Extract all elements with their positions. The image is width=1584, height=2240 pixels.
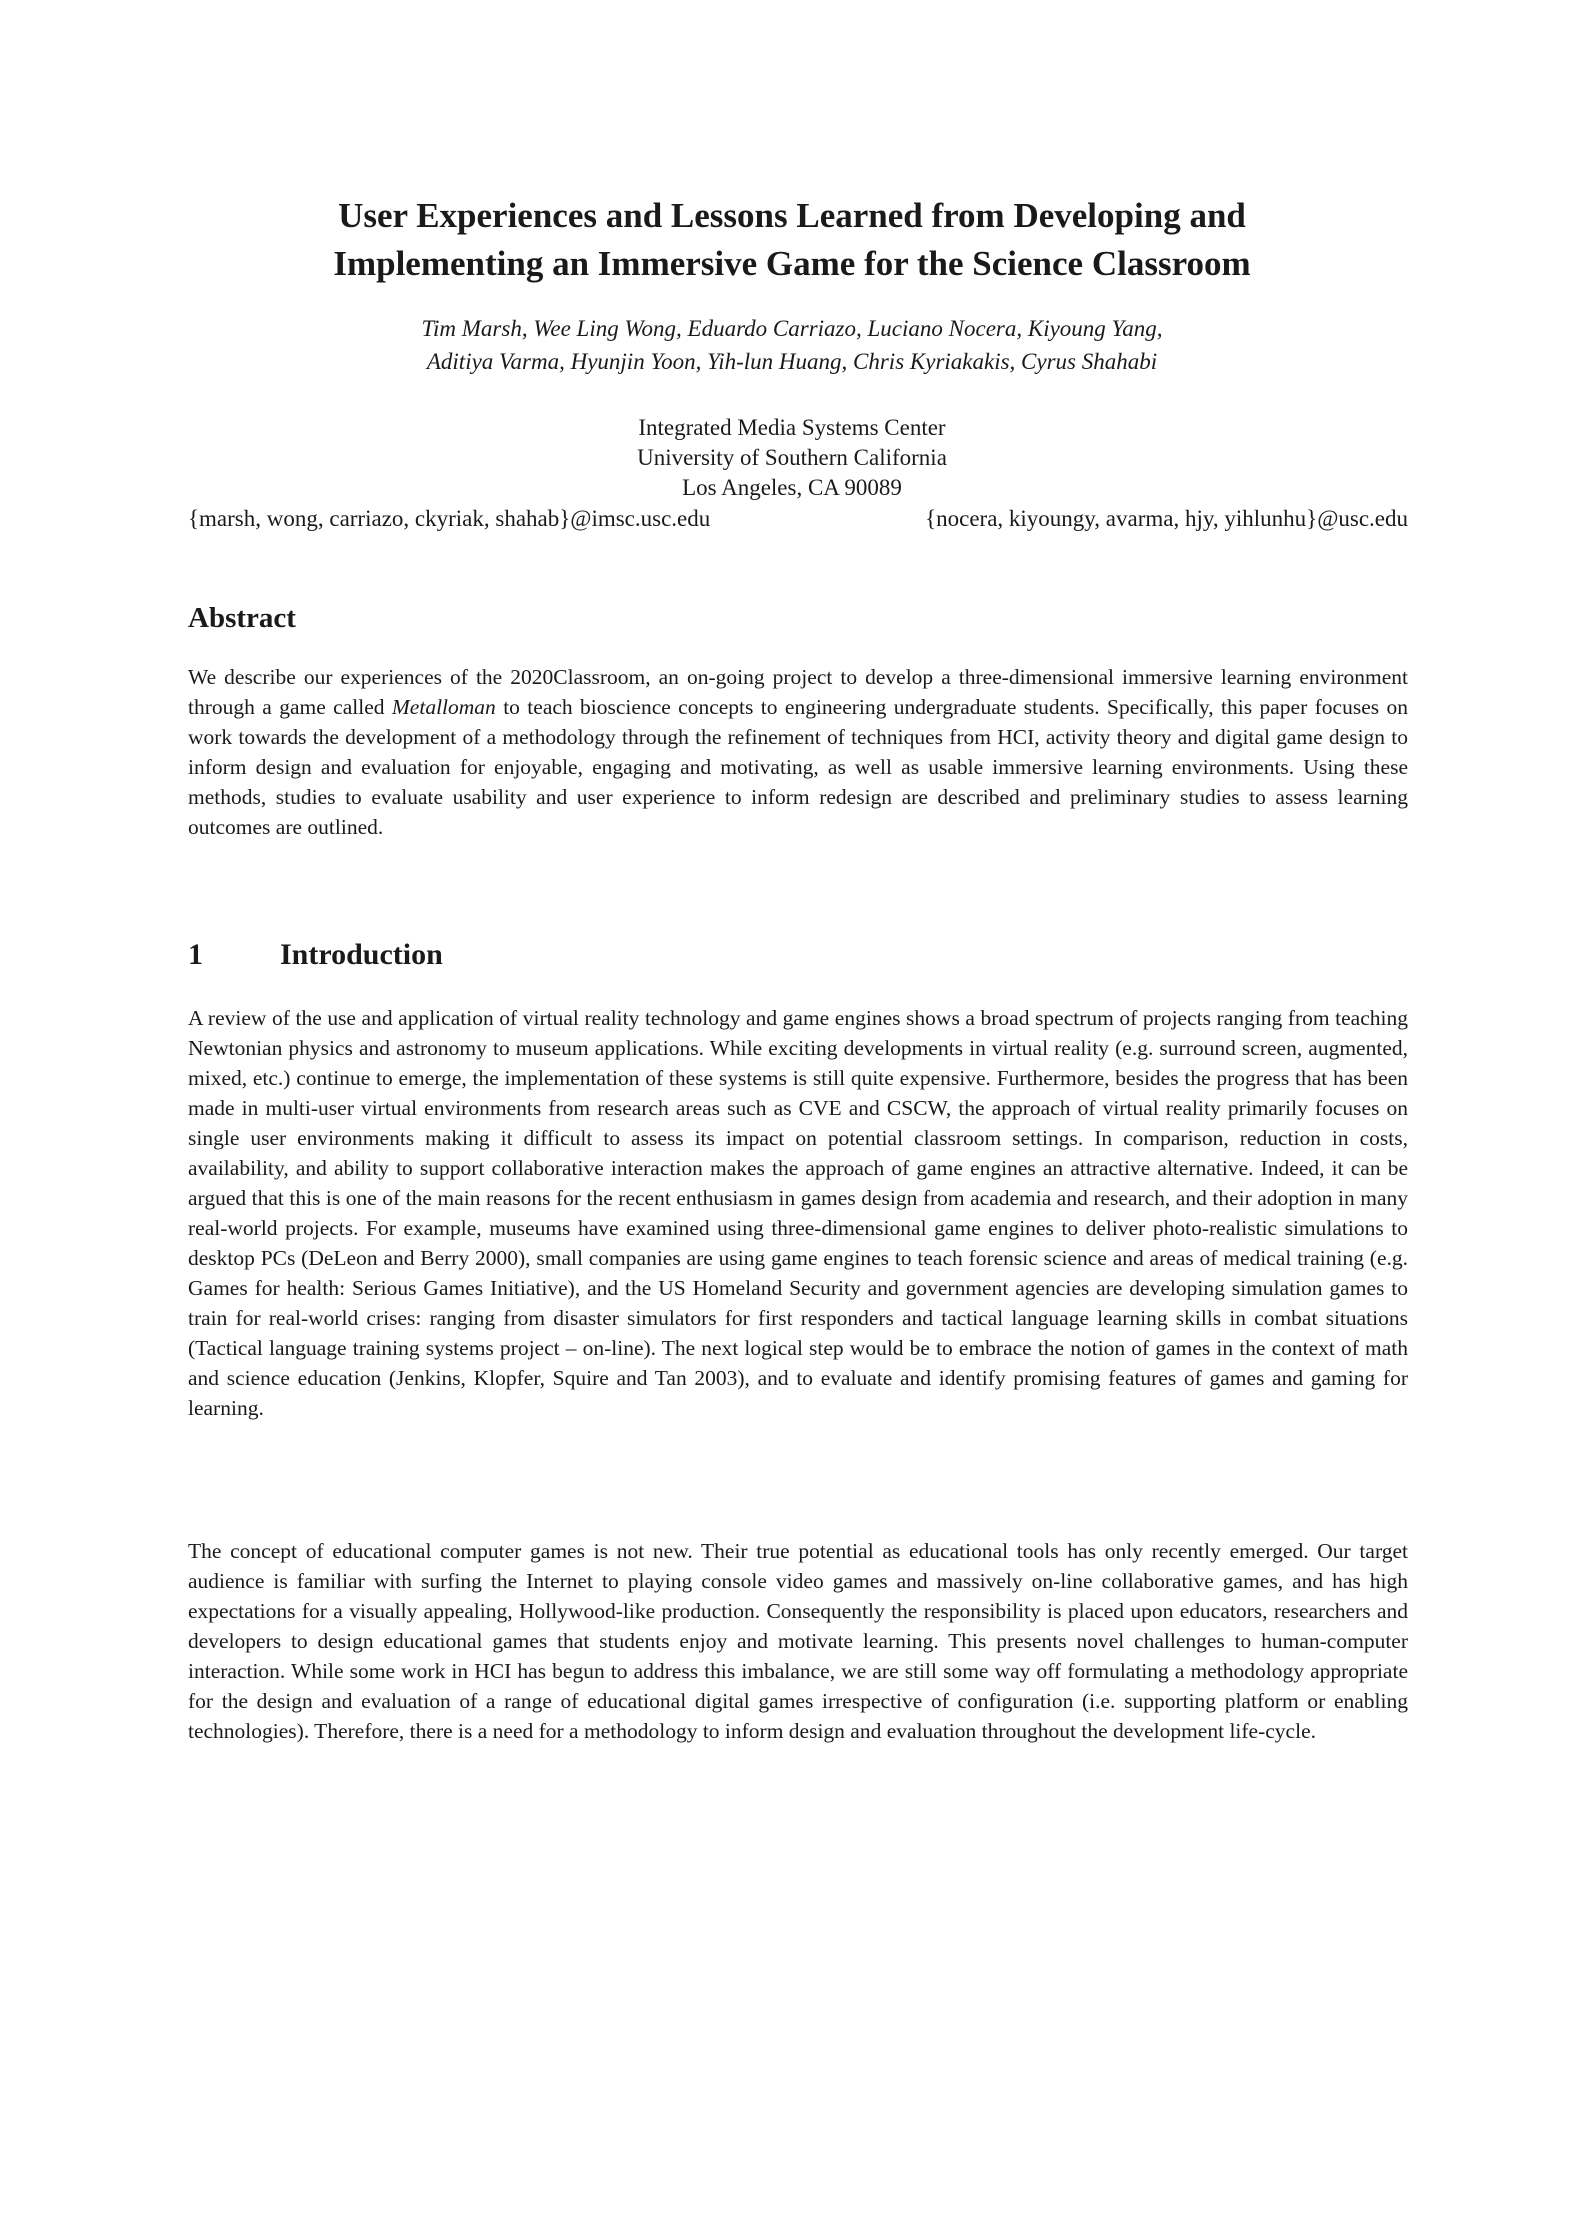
email-addresses — [188, 504, 1408, 534]
introduction-heading — [188, 936, 443, 974]
affiliation-line-3: Los Angeles, CA 90089 — [682, 475, 902, 500]
affiliation-line-2: University of Southern California — [637, 445, 947, 470]
email-group-right: {nocera, kiyoungy, avarma, hjy, yihlunhu}@usc.edu — [925, 506, 1408, 531]
authors-line-1: Tim Marsh, Wee Ling Wong, Eduardo Carriazo, Luciano Nocera, Kiyoung Yang, — [421, 316, 1163, 341]
introduction-paragraph-1: A review of the use and application of virtual reality technology and game engines shows a broad spectrum of projects ranging from teaching Newtonian physics and astronomy to museum applications. While exciting developments in virtual reality (e.g. surround screen, augmented, mixed, etc.) continue to emerge, the implementation of these systems is still quite expensive. Furthermore, besides the progress that has been made in multi-user virtual environments from research areas such as CVE and CSCW, the approach of virtual reality primarily focuses on single user environments making it difficult to assess its impact on potential classroom settings. In comparison, reduction in costs, availability, and ability to support collaborative interaction makes the approach of game engines an attractive alternative. Indeed, it can be argued that this is one of the main reasons for the recent enthusiasm in games design from academia and research, and their adoption in many real-world projects. For example, museums have examined using three-dimensional game engines to deliver photo-realistic simulations to desktop PCs (DeLeon and Berry 2000), small companies are using game engines to teach forensic science and areas of medical training (e.g. Games for health: Serious Games Initiative), and the US Homeland Security and government agencies are developing simulation games to train for real-world crises: ranging from disaster simulators for first responders and tactical language learning skills in combat situations (Tactical language training systems project – on-line). The next logical step would be to embrace the notion of games in the context of math and science education (Jenkins, Klopfer, Squire and Tan 2003), and to evaluate and identify promising features of games and gaming for learning. — [188, 1006, 1408, 1420]
authors-line-2: Aditiya Varma, Hyunjin Yoon, Yih-lun Huang, Chris Kyriakakis, Cyrus Shahabi — [426, 349, 1158, 374]
abstract-game-name: Metalloman — [391, 695, 496, 719]
title-line-1: User Experiences and Lessons Learned from Developing and — [338, 196, 1246, 235]
paper-title — [0, 192, 1584, 288]
abstract-heading: Abstract — [188, 602, 296, 634]
introduction-paragraph-2: The concept of educational computer games is not new. Their true potential as educational tools has only recently emerged. Our target audience is familiar with surfing the Internet to playing console video games and massively on-line collaborative games, and has high expectations for a visually appealing, Hollywood-like production. Consequently the responsibility is placed upon educators, researchers and developers to design educational games that students enjoy and motivate learning. This presents novel challenges to human-computer interaction. While some work in HCI has begun to address this imbalance, we are still some way off formulating a methodology appropriate for the design and evaluation of a range of educational digital games irrespective of configuration (i.e. supporting platform or enabling technologies). Therefore, there is a need for a methodology to inform design and evaluation throughout the development life-cycle. — [188, 1539, 1408, 1743]
email-group-left: {marsh, wong, carriazo, ckyriak, shahab}@imsc.usc.edu — [188, 506, 711, 531]
abstract-text — [188, 662, 1408, 842]
affiliation — [0, 413, 1584, 503]
abstract-text-part-1: We describe our experiences of the 2020Classroom, an on-going project to develop a three-dimensional immersive learning environment through a game called — [188, 665, 1408, 719]
author-list — [0, 312, 1584, 378]
abstract-text-part-2: to teach bioscience concepts to engineering undergraduate students. Specifically, this paper focuses on work towards the development of a methodology through the refinement of techniques from HCI, activity theory and digital game design to inform design and evaluation for enjoyable, engaging and motivating, as well as usable immersive learning environments. Using these methods, studies to evaluate usability and user experience to inform redesign are described and preliminary studies to assess learning outcomes are outlined. — [188, 695, 1409, 839]
title-line-2: Implementing an Immersive Game for the Science Classroom — [333, 244, 1251, 283]
section-title: Introduction — [280, 938, 443, 971]
affiliation-line-1: Integrated Media Systems Center — [638, 415, 946, 440]
section-number: 1 — [188, 938, 203, 971]
